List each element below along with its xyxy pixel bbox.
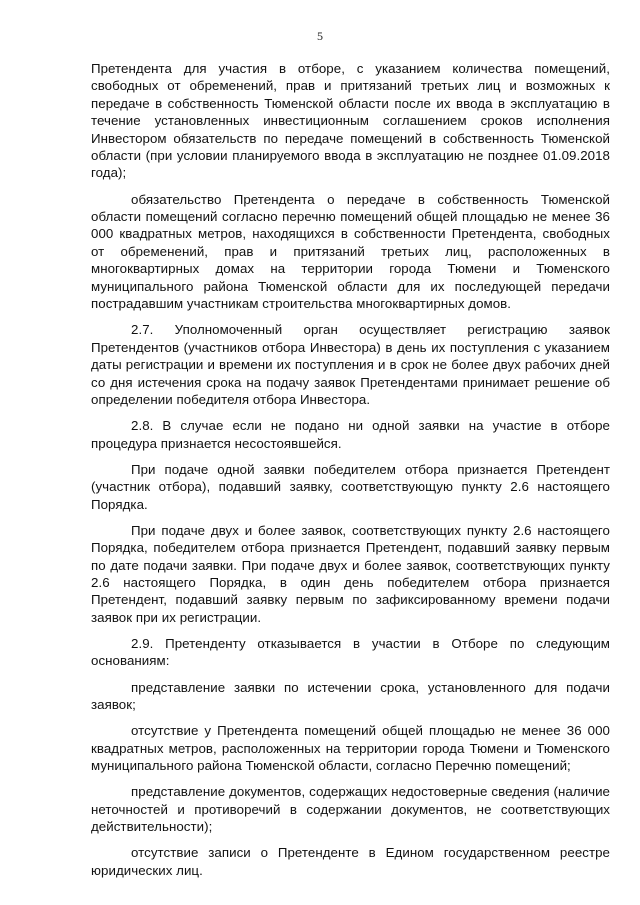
document-body: [91, 60, 610, 888]
paragraph-late-submission: представление заявки по истечении срока, установленного для подачи заявок;: [91, 679, 610, 712]
paragraph-no-premises: отсутствие у Претендента помещений общей площадью не менее 36 000 квадратных метров, расположенных на территории города Тюмени и Тюменского муниципального района Тюменской области, согласно Перечню помещений;: [91, 723, 610, 773]
page-number: 5: [317, 29, 323, 43]
paragraph-multiple-applications: При подаче двух и более заявок, соответствующих пункту 2.6 настоящего Порядка, победителем отбора признается Претендент, подавший заявку первым по дате подачи заявки. При подаче двух и более заявок, соответствующих пункту 2.6 настоящего Порядка, в один день победителем отбора признается Претендент, подавший заявку первым по зафиксированному времени подачи заявок при их регистрации.: [91, 522, 610, 625]
paragraph-single-application: При подаче одной заявки победителем отбора признается Претендент (участник отбора), подавший заявку, соответствующую пункту 2.6 настоящего Порядка.: [91, 461, 610, 512]
paragraph-2-7-registration: 2.7. Уполномоченный орган осуществляет регистрацию заявок Претендентов (участников отбора Инвестора) в день их поступления с указанием даты регистрации и времени их поступления и в срок не более двух рабочих дней со дня истечения срока на подачу заявок Претендентами принимает решение об определении победителя отбора Инвестора.: [91, 322, 610, 407]
paragraph-transfer-obligation: обязательство Претендента о передаче в собственность Тюменской области помещений согласно перечню помещений общей площадью не менее 36 000 квадратных метров, находящихся в собственности Претендента, свободных от обременений, прав и притязаний третьих лиц, расположенных в многоквартирных домах на территории города Тюмени и Тюменского муниципального района Тюменской области для их последующей передачи пострадавшим участникам строительства многоквартирных домов.: [91, 191, 610, 312]
paragraph-2-9-refusal-grounds: 2.9. Претенденту отказывается в участии в Отборе по следующим основаниям:: [91, 635, 610, 669]
paragraph-2-8-no-applications: 2.8. В случае если не подано ни одной заявки на участие в отборе процедура признается несостоявшейся.: [91, 418, 610, 451]
paragraph-no-registry-record: отсутствие записи о Претенденте в Едином государственном реестре юридических лиц.: [91, 845, 610, 878]
paragraph-participant-premises: Претендента для участия в отборе, с указанием количества помещений, свободных от обременений, прав и притязаний третьих лиц и возможных к передаче в собственность Тюменской области после их ввода в эксплуатацию в течение установленных инвестиционным соглашением сроков исполнения Инвестором обязательств по передаче помещений в собственность Тюменской области (при условии планируемого ввода в эксплуатацию не позднее 01.09.2018 года);: [91, 61, 610, 181]
paragraph-false-documents: представление документов, содержащих недостоверные сведения (наличие неточностей и противоречий в содержании документов, не соответствующих действительности);: [91, 784, 610, 835]
